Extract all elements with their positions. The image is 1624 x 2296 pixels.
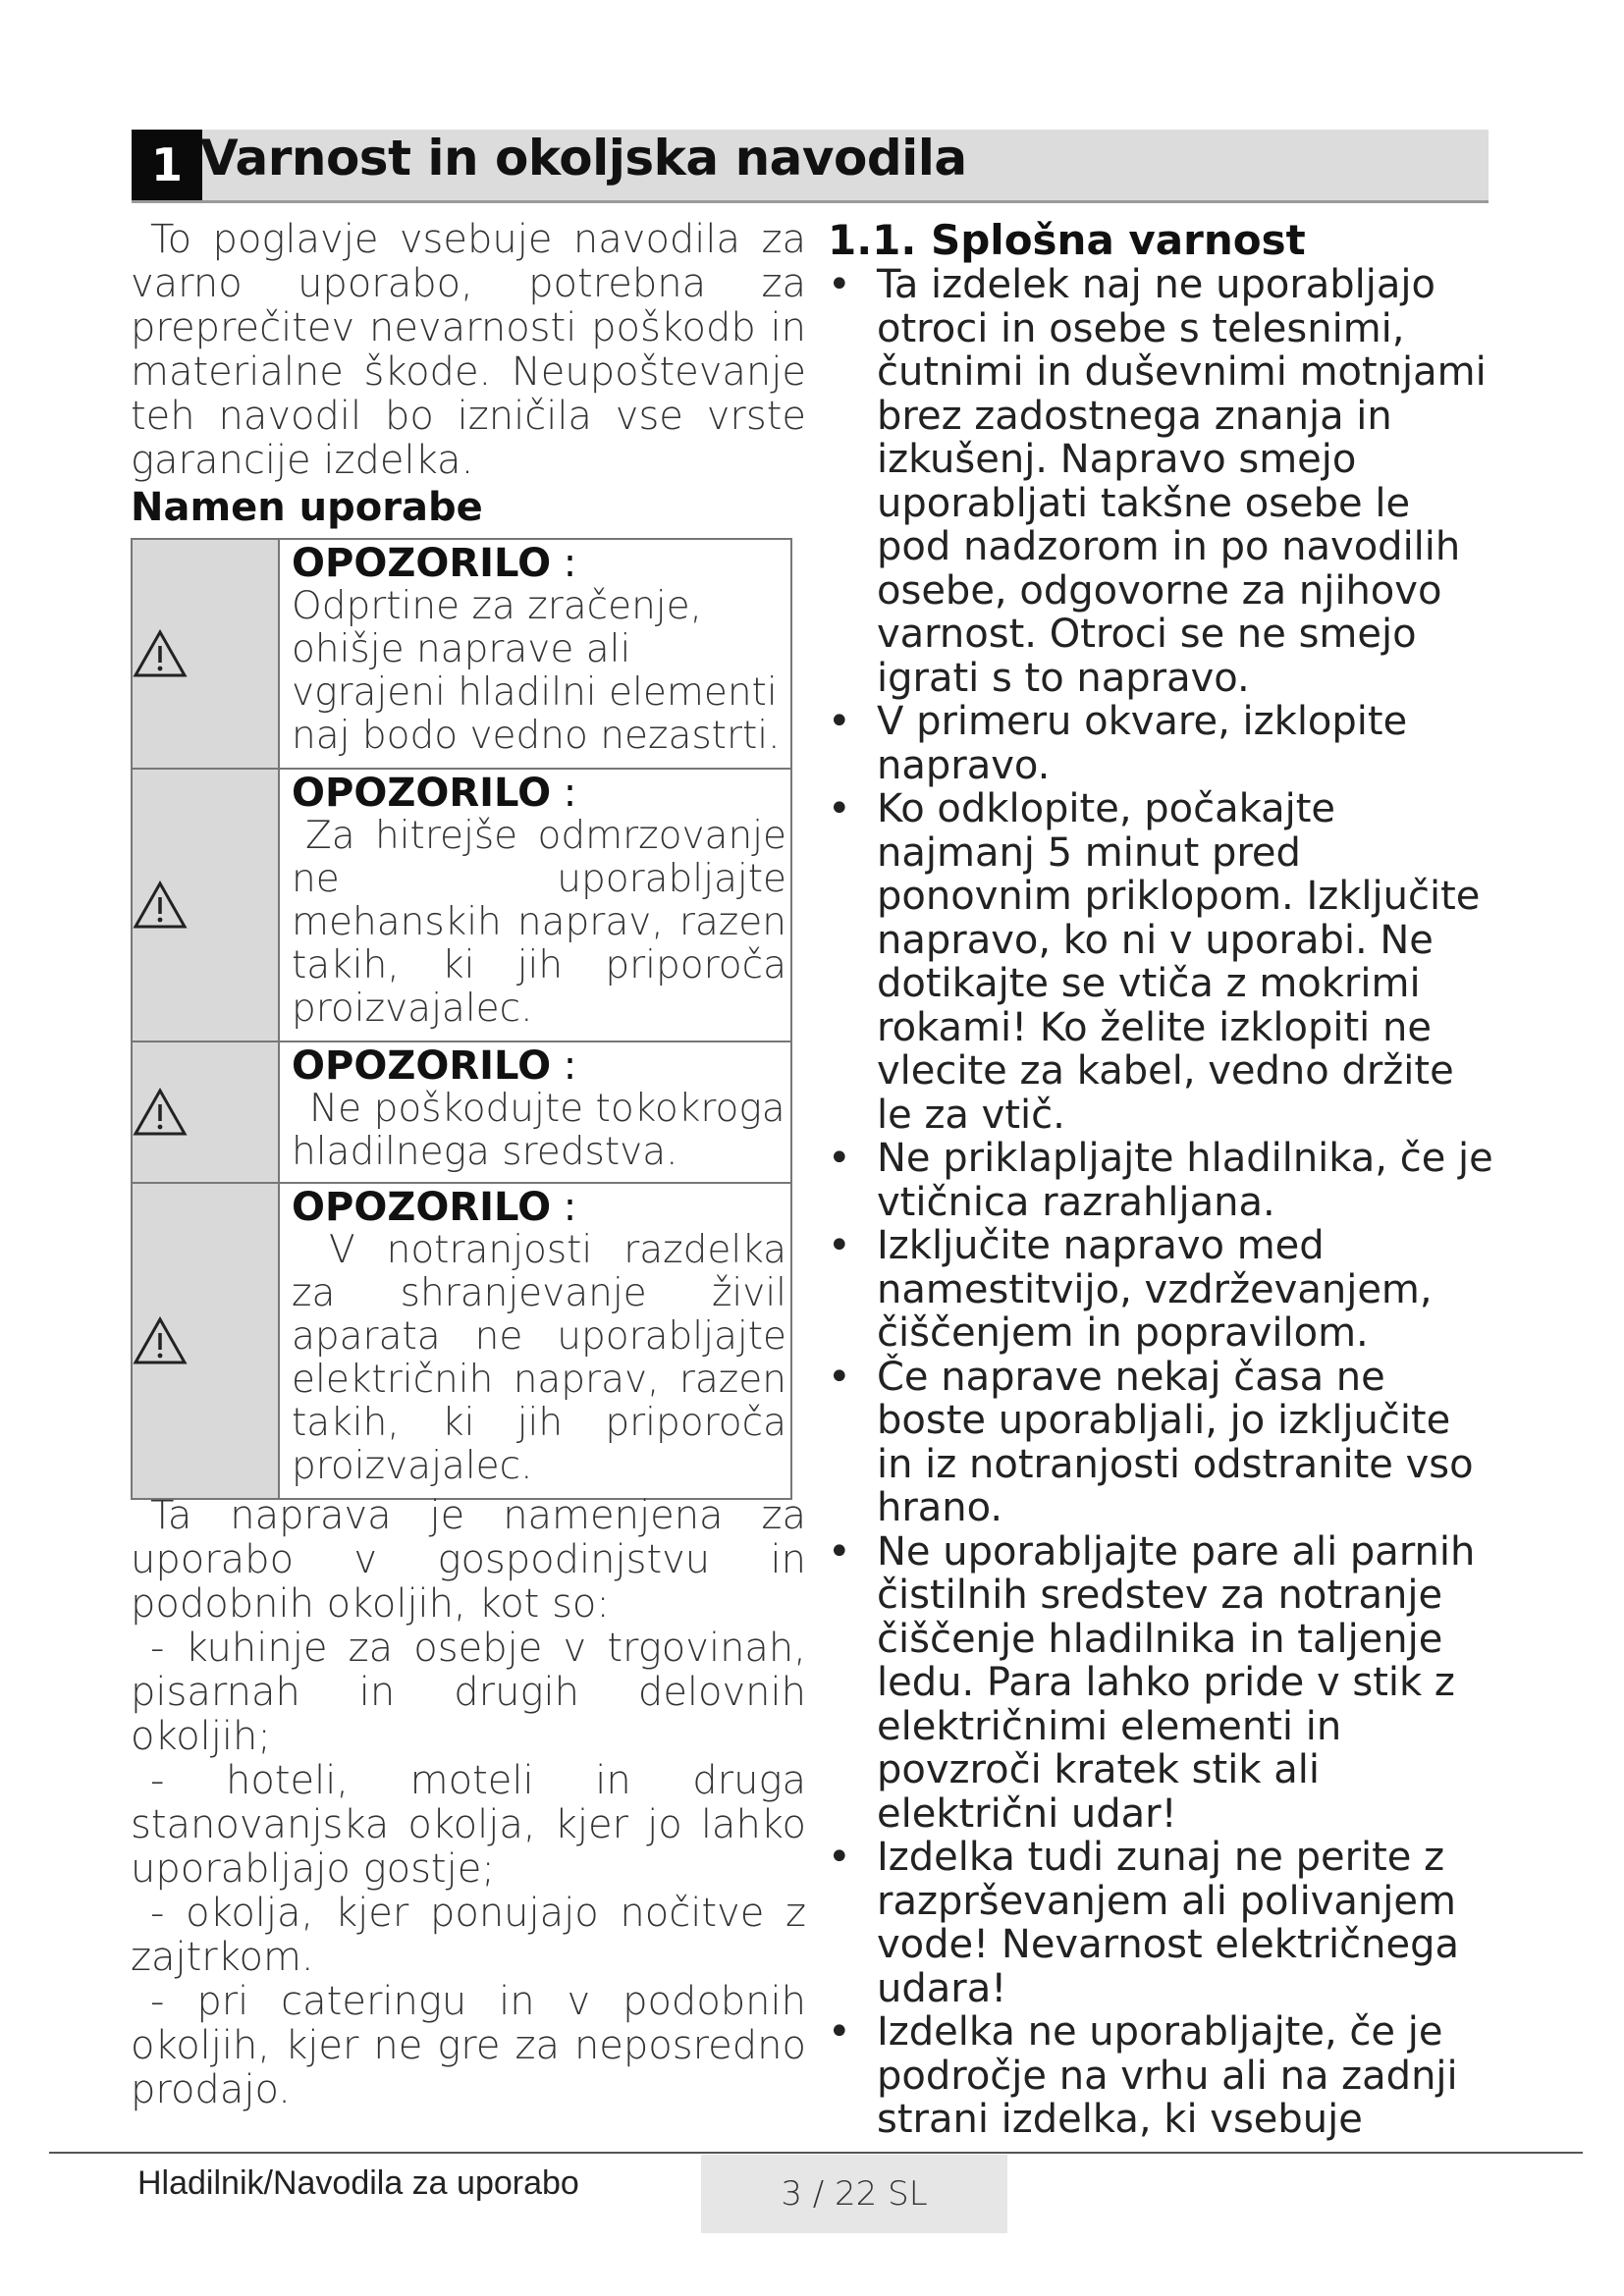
usage-item: - pri cateringu in v podobnih okoljih, kjer ne gre za neposredno prodajo. (131, 1979, 806, 2112)
list-item: • Izdelka ne uporabljajte, če je področje na vrhu ali na zadnji strani izdelka, ki vsebuje (828, 2010, 1495, 2142)
warning-label: OPOZORILO (292, 1043, 552, 1089)
usage-text (131, 1494, 806, 2112)
warning-label: OPOZORILO (292, 541, 552, 586)
warning-text: V notranjosti razdelka za shranjevanje živil aparata ne uporabljajte električnih naprav, razen takih, ki jih priporoča proizvajalec. (292, 1228, 786, 1488)
list-item: • V primeru okvare, izklopite napravo. (828, 700, 1495, 787)
list-item: • Ta izdelek naj ne uporabljajo otroci in osebe s telesnimi, čutnimi in duševnimi motnjami brez zadostnega znanja in izkušenj. Napravo smejo uporabljati takšne osebe le pod nadzorom in po navodilih osebe, odgovorne za njihovo varnost. Otroci se ne smejo igrati s to napravo. (828, 263, 1495, 700)
intended-use-heading: Namen uporabe (131, 485, 483, 530)
warning-triangle-icon (133, 881, 188, 930)
right-column (828, 218, 1495, 2142)
warning-row: OPOZORILO : Za hitrejše odmrzovanje ne uporabljajte mehanskih naprav, razen takih, ki jih priporoča proizvajalec. (132, 769, 791, 1041)
warning-triangle-icon (133, 629, 188, 678)
warning-row: OPOZORILO : Ne poškodujte tokokroga hladilnega sredstva. (132, 1041, 791, 1183)
warning-label: OPOZORILO (292, 771, 552, 816)
footer-document-title: Hladilnik/Navodila za uporabo (137, 2164, 579, 2202)
section-number: 1 (132, 130, 202, 200)
section-title: Varnost in okoljska navodila (200, 130, 967, 187)
list-item: • Če naprave nekaj časa ne boste uporabljali, jo izključite in iz notranjosti odstranite vso hrano. (828, 1356, 1495, 1530)
usage-item: - hoteli, moteli in druga stanovanjska okolja, kjer jo lahko uporabljajo gostje; (131, 1758, 806, 1892)
warnings-table (131, 538, 792, 1500)
warning-triangle-icon (133, 1316, 188, 1365)
general-safety-heading: 1.1. Splošna varnost (828, 216, 1306, 264)
list-item: • Ne uporabljajte pare ali parnih čistilnih sredstev za notranje čiščenje hladilnika in taljenje ledu. Para lahko pride v stik z električnimi elementi in povzroči kratek stik ali električni udar! (828, 1530, 1495, 1837)
warning-text: Odprtine za zračenje, ohišje naprave ali vgrajeni hladilni elementi naj bodo vedno nezastrti. (292, 584, 781, 758)
usage-intro: Ta naprava je namenjena za uporabo v gospodinjstvu in podobnih okoljih, kot so: (131, 1493, 806, 1627)
warning-label: OPOZORILO (292, 1185, 552, 1230)
list-item: • Ko odklopite, počakajte najmanj 5 minut pred ponovnim priklopom. Izključite napravo, ko ni v uporabi. Ne dotikajte se vtiča z mokrimi rokami! Ko želite izklopiti ne vlecite za kabel, vedno držite le za vtič. (828, 787, 1495, 1137)
list-item: • Ne priklapljajte hladilnika, če je vtičnica razrahljana. (828, 1137, 1495, 1224)
safety-list (828, 263, 1495, 2142)
list-item: • Izdelka tudi zunaj ne perite z razprševanjem ali polivanjem vode! Nevarnost električnega udara! (828, 1836, 1495, 2010)
warning-text: Za hitrejše odmrzovanje ne uporabljajte mehanskih naprav, razen takih, ki jih priporoča proizvajalec. (292, 814, 786, 1031)
warning-row: OPOZORILO : V notranjosti razdelka za shranjevanje živil aparata ne uporabljajte električnih naprav, razen takih, ki jih priporoča proizvajalec. (132, 1183, 791, 1499)
warning-row: OPOZORILO : Odprtine za zračenje, ohišje naprave ali vgrajeni hladilni elementi naj bodo vedno nezastrti. (132, 539, 791, 769)
section-header (132, 130, 1489, 203)
page-number: 3 / 22 SL (701, 2155, 1007, 2233)
list-item: • Izključite napravo med namestitvijo, vzdrževanjem, čiščenjem in popravilom. (828, 1224, 1495, 1356)
left-column (131, 218, 806, 530)
footer-divider (49, 2152, 1583, 2154)
warning-text: Ne poškodujte tokokroga hladilnega sredstva. (292, 1087, 785, 1174)
warning-triangle-icon (133, 1088, 188, 1137)
usage-item: - kuhinje za osebje v trgovinah, pisarnah in drugih delovnih okoljih; (131, 1626, 806, 1759)
usage-item: - okolja, kjer ponujajo nočitve z zajtrkom. (131, 1891, 806, 1980)
intro-paragraph: To poglavje vsebuje navodila za varno uporabo, potrebna za preprečitev nevarnosti poškodb in materialne škode. Neupoštevanje teh navodil bo izničila vse vrste garancije izdelka. (131, 217, 806, 483)
